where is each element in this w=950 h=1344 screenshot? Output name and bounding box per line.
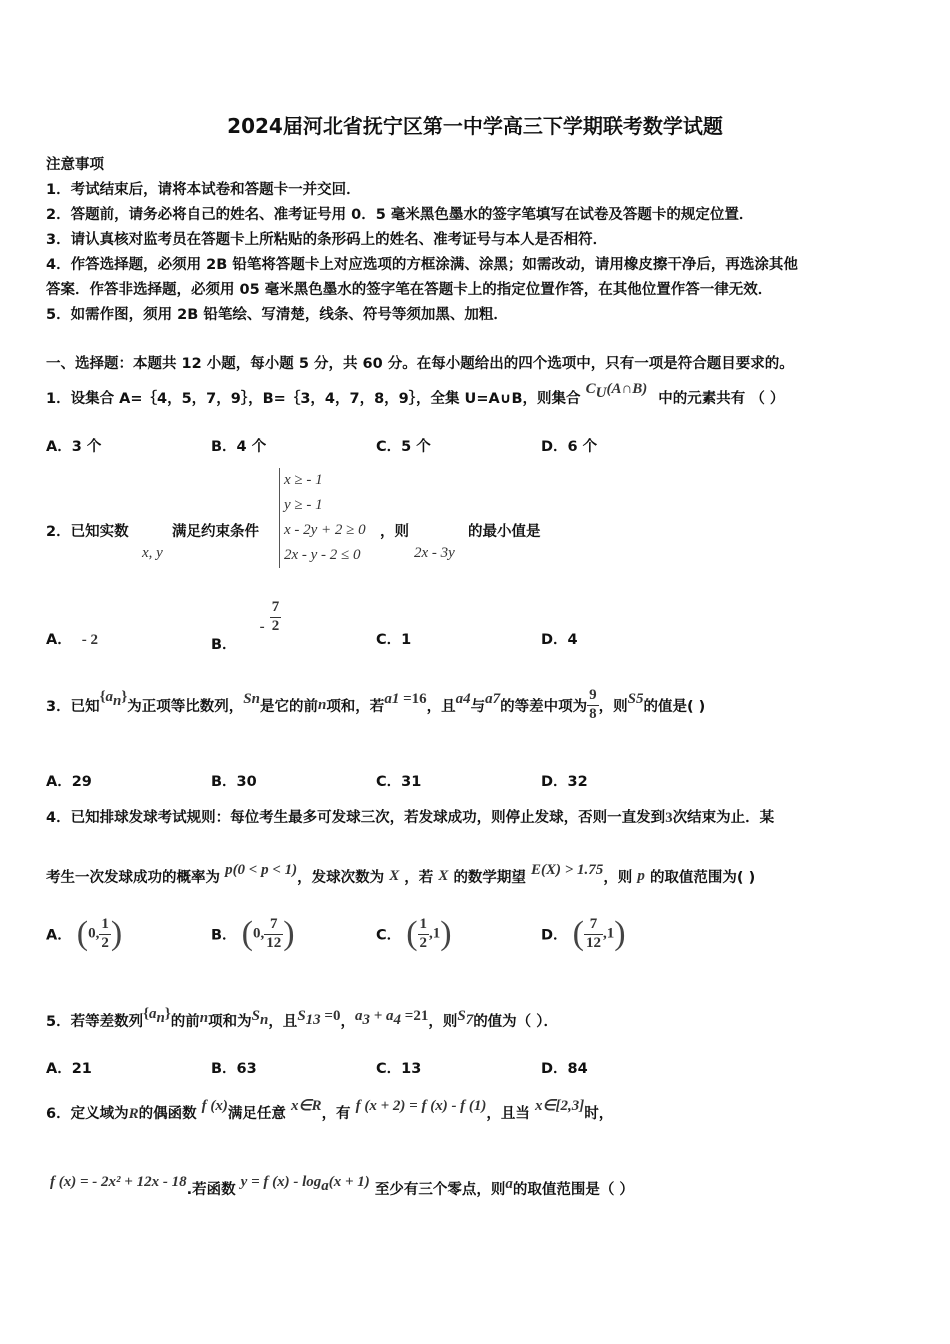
constraint: x ≥ - 1 <box>284 472 323 488</box>
question-5: 5．若等差数列$\{a_n\}$的前n项和为$S_n$，且$S_{13} =0$，$a_3 + a_4 =21$，则$S_7$的值为（ ）． <box>46 1006 558 1030</box>
fraction: $\frac{1}{2}$ <box>101 915 109 951</box>
q5-option-b: B．63 <box>211 1061 257 1077</box>
q3-option-a: A．29 <box>46 774 92 790</box>
q1-option-c: C．5 个 <box>376 439 431 455</box>
q5-option-a: A．21 <box>46 1061 92 1077</box>
q2-variables: x, y <box>142 545 163 561</box>
notice-item: 答案．作答非选择题，必须用 05 毫米黑色墨水的签字笔在答题卡上的指定位置作答，在其他位置作答一律无效． <box>46 282 773 298</box>
question-6-line-2: f (x) = - 2x² + 12x - 18.若函数 y = f $(x) - \log_a(x + 1)$ 至少有三个零点，则a的取值范围是（ ） <box>50 1174 634 1198</box>
question-6-line-1: 6．定义域为R的偶函数 f (x)满足任意 x∈R，有 f (x + 2) = f (x) - f (1)，且当 x∈[2,3]时， <box>46 1098 614 1122</box>
fraction: $\frac{7}{12}$ <box>585 915 601 951</box>
question-3: 3．已知$\{a_n\}$为正项等比数列，$S_n$是它的前n项和，若$a_1 =16$，且$a_4$与$a_7$的等差中项为 $\frac{9}{8}$ ，则$S_5$的值是( ) <box>46 687 706 722</box>
page-title: 2024届河北省抚宁区第一中学高三下学期联考数学试题 <box>227 114 723 138</box>
question-4-line-2: 考生一次发球成功的概率为 p(0 < p < 1)，发球次数为 X ，若 X 的数学期望 E(X) > 1.75，则 p 的取值范围为( ) <box>46 862 756 886</box>
q2-text-start: 2．已知实数 <box>46 524 129 540</box>
fraction: $\frac{9}{8}$ <box>589 687 597 722</box>
q1-option-a: A．3 个 <box>46 439 102 455</box>
q2-text-mid: 满足约束条件 <box>172 524 259 540</box>
q1-option-d: D．6 个 <box>541 439 598 455</box>
q5-option-d: D．84 <box>541 1061 588 1077</box>
question-4-line-1: 4．已知排球发球考试规则：每位考生最多可发球三次，若发球成功，则停止发球，否则一直发到3次结束为止．某 <box>46 810 775 826</box>
q4-option-d: D． ( $\frac{7}{12}$ ,1) <box>541 915 626 952</box>
q2-option-b: B． - $\frac{7}{2}$ <box>211 599 280 654</box>
notice-item: 4．作答选择题，必须用 2B 铅笔将答题卡上对应选项的方框涂满、涂黑；如需改动，请用橡皮擦干净后，再选涂其他 <box>46 257 798 273</box>
constraint: 2x - y - 2 ≤ 0 <box>284 547 361 563</box>
q3-option-c: C．31 <box>376 774 422 790</box>
q2-text-then: ，则 <box>380 524 409 540</box>
section-heading: 一、选择题：本题共 12 小题，每小题 5 分，共 60 分。在每小题给出的四个选项中，只有一项是符合题目要求的。 <box>46 356 794 372</box>
q3-option-d: D．32 <box>541 774 588 790</box>
notice-item: 3．请认真核对监考员在答题卡上所粘贴的条形码上的姓名、准考证号与本人是否相符． <box>46 232 608 248</box>
notice-item: 2．答题前，请务必将自己的姓名、准考证号用 0．5 毫米黑色墨水的签字笔填写在试卷及答题卡的规定位置． <box>46 207 754 223</box>
notice-item: 1．考试结束后，请将本试卷和答题卡一并交回． <box>46 182 361 198</box>
q4-option-a: A． (0, $\frac{1}{2}$ ) <box>46 915 123 952</box>
q2-text-end: 的最小值是 <box>468 524 541 540</box>
q1-complement-expression: $C_U(A\cap B)$ <box>585 381 648 401</box>
constraint: y ≥ - 1 <box>284 497 323 513</box>
constraint: x - 2y + 2 ≥ 0 <box>284 522 366 538</box>
q1-text-end: 中的元素共有 （ ） <box>658 391 785 407</box>
q1-option-b: B．4 个 <box>211 439 267 455</box>
q1-text: 1．设集合 A=｛4，5，7，9｝，B=｛3，4，7，8，9｝，全集 U=A∪B，则集合 <box>46 391 581 407</box>
q4-option-b: B． (0, $\frac{7}{12}$ ) <box>211 915 295 952</box>
notice-item: 5．如需作图，须用 2B 铅笔绘、写清楚，线条、符号等须加黑、加粗． <box>46 307 508 323</box>
q2-option-c: C．1 <box>376 632 412 648</box>
fraction: $\frac{7}{2}$ <box>271 599 280 634</box>
q4-option-c: C． ( $\frac{1}{2}$ ,1) <box>376 915 452 952</box>
fraction: $\frac{1}{2}$ <box>419 915 428 951</box>
q2-option-d: D．4 <box>541 632 578 648</box>
question-1 <box>46 381 785 412</box>
notice-heading: 注意事项 <box>46 157 104 173</box>
q2-objective: 2x - 3y <box>414 545 455 561</box>
q3-option-b: B．30 <box>211 774 257 790</box>
q2-option-a: A． - 2 <box>46 632 98 648</box>
q2-constraint-system <box>279 468 366 568</box>
fraction: $\frac{7}{12}$ <box>266 915 282 951</box>
q5-option-c: C．13 <box>376 1061 422 1077</box>
